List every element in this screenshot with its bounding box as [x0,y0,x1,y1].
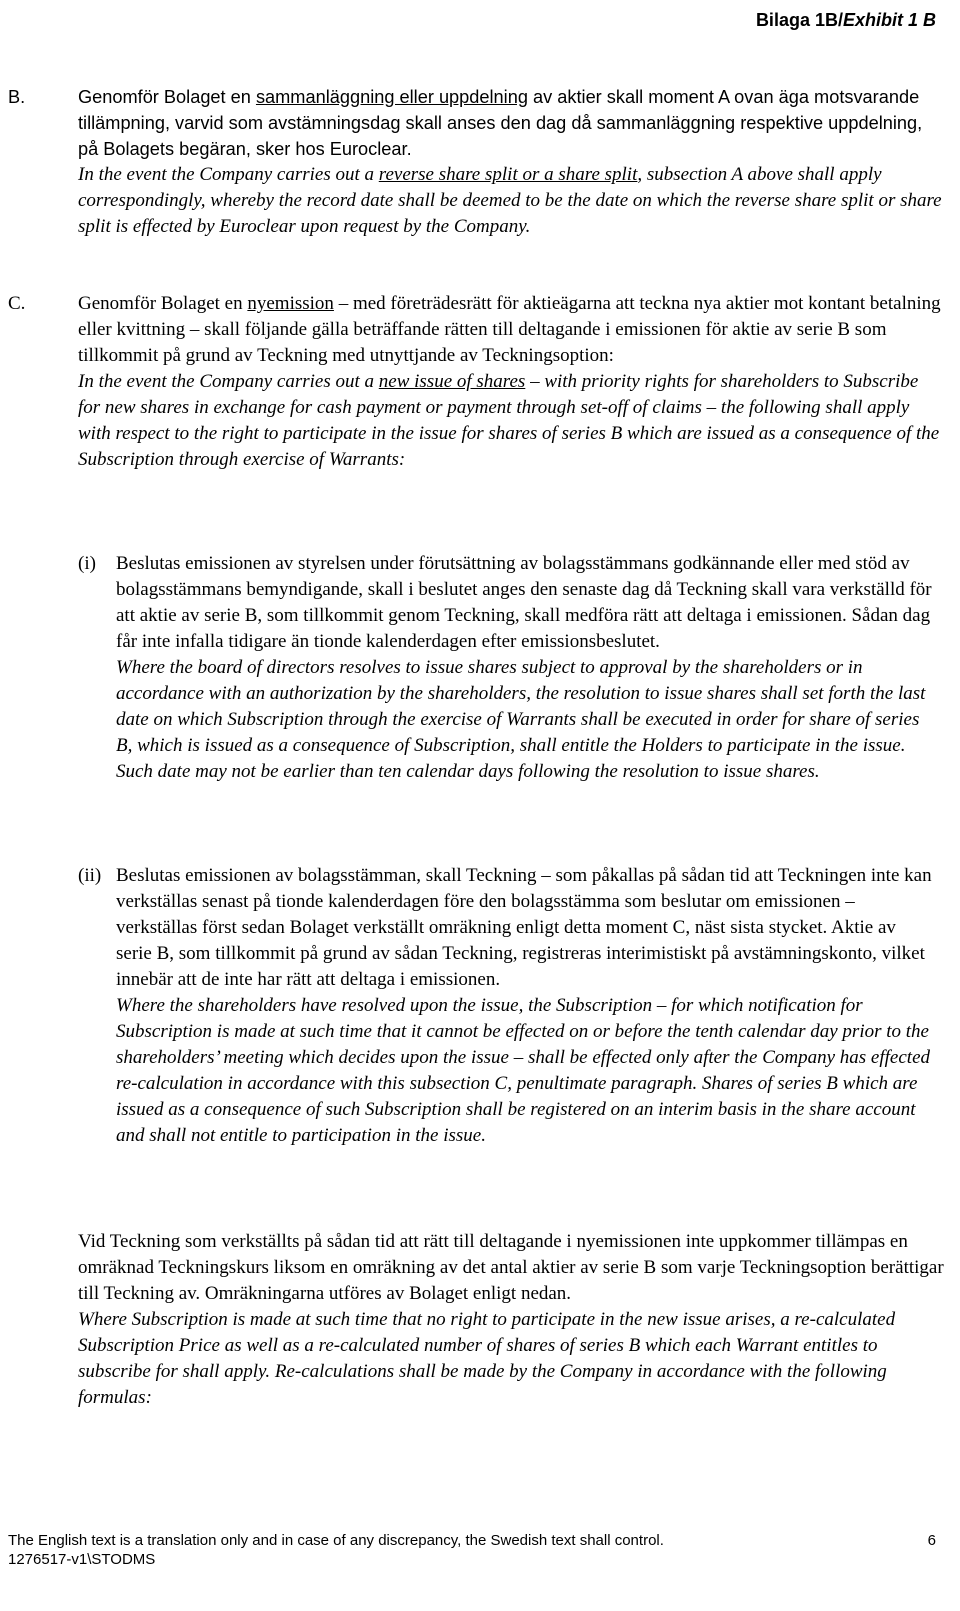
section-b-en-text-1: In the event the Company carries out a [78,164,379,185]
section-c-english [78,369,944,473]
section-c-en-text-2: – with priority rights for shareholders to Subscribe for new shares in exchange for cash payment or payment through set-off of claims – the following shall apply with respect to the right to participate in the issue for shares of series B which are issued as a consequence of the Subscription through exercise of Warrants: [78,371,940,470]
list-item-number: (ii) [78,865,102,886]
closing-swedish: Vid Teckning som verkställts på sådan tid att rätt till deltagande i nyemissionen inte uppkommer tillämpas en omräknad Teckningskurs liksom en omräkning av det antal aktier av serie B som varje Teckningsoption berättigar till Teckning av. Omräkningarna utföres av Bolaget enligt nedan. [78,1231,944,1304]
section-b-en-underlined: reverse share split or a share split [378,164,638,185]
section-c-body [78,291,944,473]
section-b-letter: B. [8,87,26,107]
list-item-english: Where the board of directors resolves to issue shares subject to approval by the shareholders or in accordance with an authorization by the shareholders, the resolution to issue shares shall set forth the last date on which Subscription through the exercise of Warrants shall be executed in order for share of series B, which is issued as a consequence of Subscription, shall entitle the Holders to participate in the issue. Such date may not be earlier than ten calendar days following the resolution to issue shares. [116,657,926,782]
list-item-body [116,551,936,785]
section-c-sv-text-1: Genomför Bolaget en [78,293,248,314]
document-reference: 1276517-v1\STODMS [8,1551,156,1568]
closing-english: Where Subscription is made at such time that no right to participate in the new issue arises, a re-calculated Subscription Price as well as a re-calculated number of shares of series B which each Warrant entitles to subscribe for shall apply. Re-calculations shall be made by the Company in accordance with the following formulas: [78,1309,896,1408]
section-c-en-underlined: new issue of shares [378,371,526,392]
list-item-english: Where the shareholders have resolved upon the issue, the Subscription – for which notification for Subscription is made at such time that it cannot be effected on or before the tenth calendar day prior to the shareholders’ meeting which decides upon the issue – shall be effected only after the Company has effected re-calculation in accordance with this subsection C, penultimate paragraph. Shares of series B which are issued as a consequence of such Subscription shall be registered on an interim basis in the share account and shall not entitle to participation in the issue. [116,995,931,1146]
section-c-sv-text-2: – med företrädesrätt för aktieägarna att teckna nya aktier mot kontant betalning eller kvittning – skall följande gälla beträffande rätten till deltagande i emissionen för aktie av serie B som tillkommit på grund av Teckning med utnyttjande av Teckningsoption: [78,293,941,366]
exhibit-label-separator: / [837,10,843,30]
section-b-english [78,162,944,240]
section-b-body [78,84,944,240]
closing-paragraph [78,1229,944,1411]
list-item-swedish: Beslutas emissionen av styrelsen under förutsättning av bolagsstämmans godkännande eller med stöd av bolagsstämmans bemyndigande, skall i beslutet anges den senaste dag då Teckning skall vara verkställd för att aktie av serie B, som tillkommit genom Teckning, skall medföra rätt att deltaga i emissionen. Sådan dag får inte infalla tidigare än tionde kalenderdagen efter emissionsbeslutet. [116,553,932,652]
list-item-swedish: Beslutas emissionen av bolagsstämman, skall Teckning – som påkallas på sådan tid att Teckningen inte kan verkställas senast på tionde kalenderdagen före den bolagsstämma som beslutar om emissionen – verkställas först sedan Bolaget verkställt omräkning enligt detta moment C, näst sista stycket. Aktie av serie B, som tillkommit på grund av sådan Teckning, registreras interimistiskt på avstämningskonto, vilket innebär att de inte har rätt att deltaga i emissionen. [116,865,932,990]
exhibit-label-sv: Bilaga 1B [755,10,838,30]
section-b-sv-text-1: Genomför Bolaget en [78,87,256,107]
list-item-number: (i) [78,553,96,574]
section-c-letter: C. [8,293,26,314]
page-number: 6 [927,1532,936,1549]
page-footer [8,1531,936,1569]
section-b-en-text-2: , subsection A above shall apply correspondingly, whereby the record date shall be deemed to be the date on which the reverse share split or share split is effected by Euroclear upon request by the Company. [78,164,942,237]
section-c-en-text-1: In the event the Company carries out a [78,371,379,392]
footer-disclaimer: The English text is a translation only and in case of any discrepancy, the Swedish text shall control. [8,1532,664,1549]
section-b-sv-underlined: sammanläggning eller uppdelning [255,87,528,107]
section-c-sv-underlined: nyemission [247,293,334,314]
section-c-swedish [78,291,944,369]
section-b-sv-text-2: av aktier skall moment A ovan äga motsvarande tillämpning, varvid som avstämningsdag skall anses den dag då sammanläggning respektive uppdelning, på Bolagets begäran, sker hos Euroclear. [78,87,923,159]
list-item-body [116,863,936,1149]
section-b-swedish [78,84,944,162]
exhibit-label-en: Exhibit 1 B [842,10,936,30]
exhibit-label [756,10,936,31]
